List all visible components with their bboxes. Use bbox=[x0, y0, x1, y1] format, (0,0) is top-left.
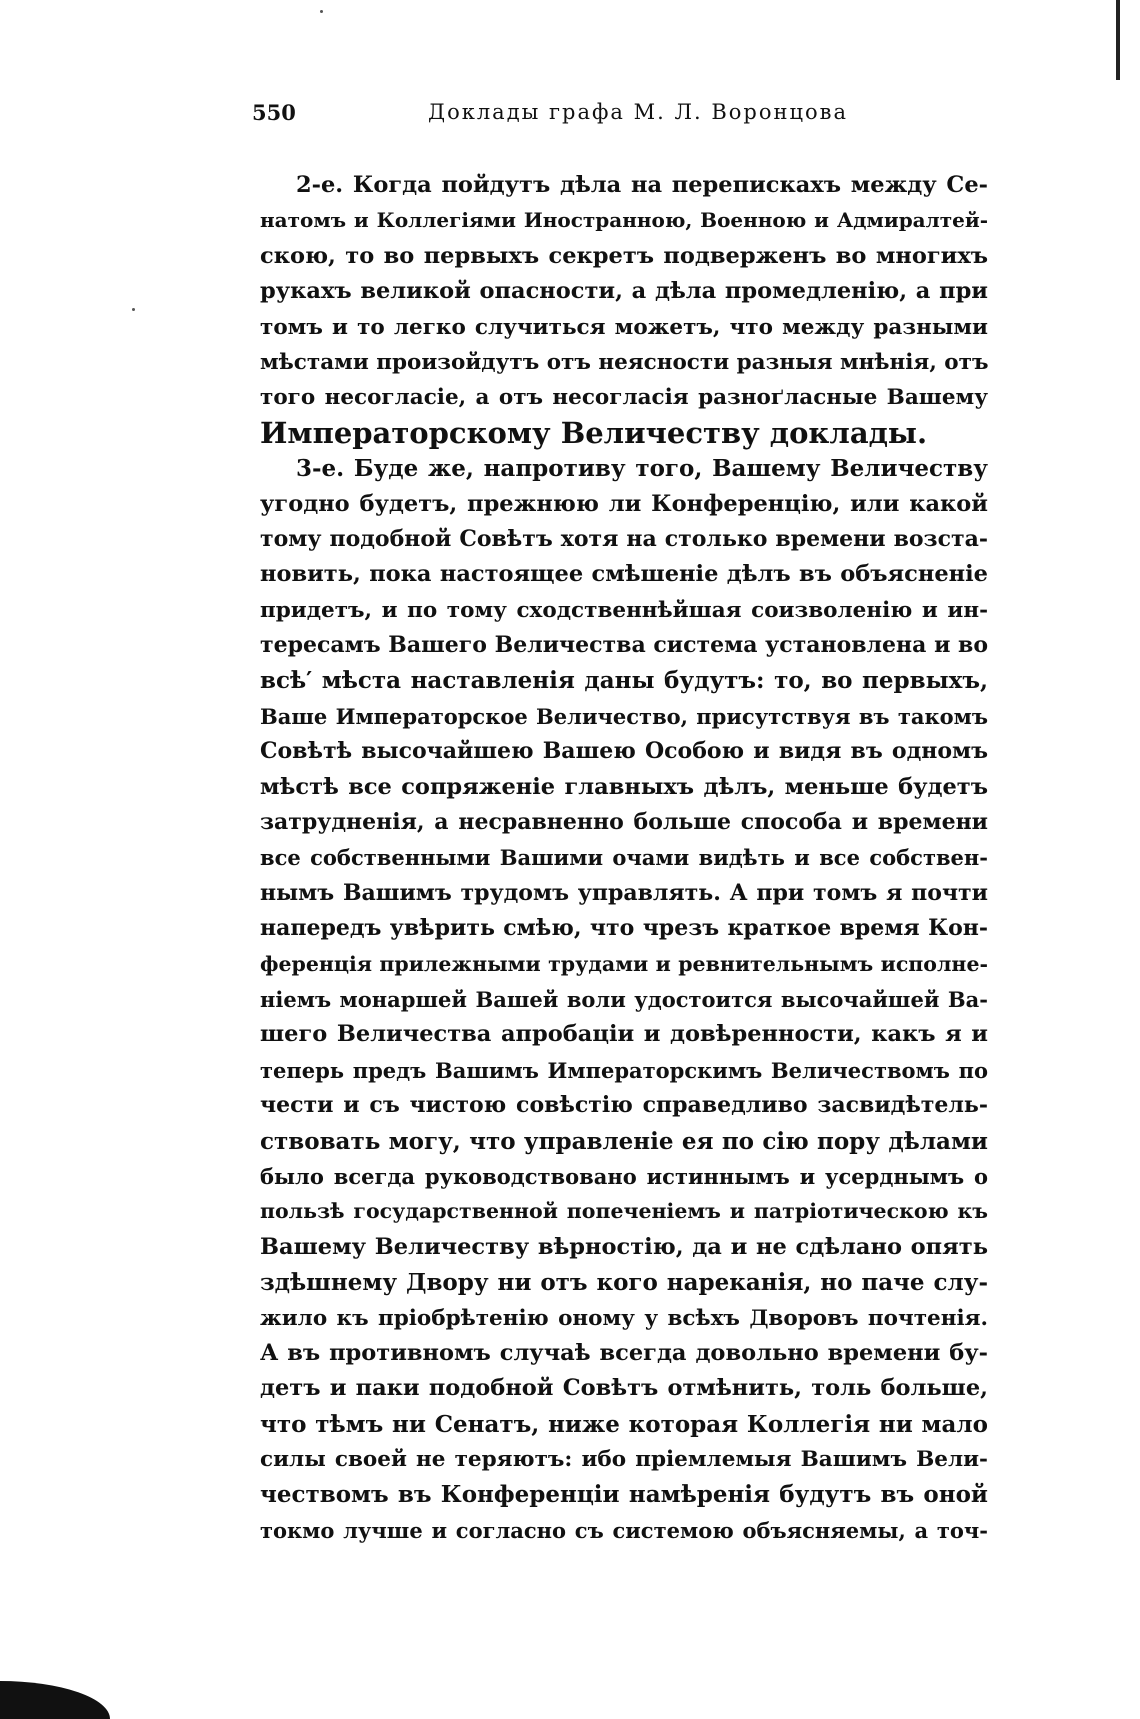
text-line: теперь предъ Вашимъ Императорскимъ Величествомъ по bbox=[260, 1057, 988, 1083]
text-line: шего Величества апробаціи и довѣренности, какъ я и bbox=[260, 1021, 988, 1048]
text-line: токмо лучше и согласно съ системою объясняемы, а точ- bbox=[260, 1517, 988, 1543]
text-line: скою, то во первыхъ секретъ подверженъ во многихъ bbox=[260, 242, 988, 269]
text-line: ствовать могу, что управленіе ея по сію пору дѣлами bbox=[260, 1127, 988, 1155]
text-line: тересамъ Вашего Величества система установлена и во bbox=[260, 632, 989, 659]
text-line: пользѣ государственной попеченіемъ и патріотическою къ bbox=[260, 1199, 988, 1224]
text-line: Вашему Величеству вѣрностію, да и не сдѣлано опять bbox=[260, 1233, 988, 1260]
text-line: того несогласіе, а отъ несогласія разноґласные Вашему bbox=[260, 385, 988, 411]
running-title: Доклады графа М. Л. Воронцова bbox=[428, 100, 848, 124]
text-line: новить, пока настоящее смѣшеніе дѣлъ въ объясненіе bbox=[260, 561, 988, 588]
text-line: мѣстами произойдутъ отъ неясности разныя мнѣнія, отъ bbox=[260, 349, 989, 375]
text-line: Совѣтѣ высочайшею Вашею Особою и видя въ одномъ bbox=[260, 738, 988, 765]
text-line: Императорскому Величеству доклады. bbox=[260, 415, 928, 450]
text-line: 3-е. Буде же, напротиву того, Вашему Величеству bbox=[296, 455, 988, 483]
text-line: придетъ, и по тому сходственнѣйшая соизволенію и ин- bbox=[260, 597, 988, 623]
text-line: что тѣмъ ни Сенатъ, ниже которая Коллегія ни мало bbox=[260, 1410, 988, 1438]
scan-speck bbox=[320, 10, 323, 13]
text-line: нымъ Вашимъ трудомъ управлять. А при томъ я почти bbox=[260, 879, 988, 906]
text-line: чествомъ въ Конференціи намѣренія будутъ въ оной bbox=[260, 1481, 988, 1509]
body-text bbox=[260, 168, 988, 1548]
text-line: жило къ пріобрѣтенію оному у всѣхъ Дворовъ почтенія. bbox=[260, 1305, 988, 1331]
text-line: ніемъ монаршей Вашей воли удостоится высочайшей Ва- bbox=[260, 986, 988, 1012]
text-line: все собственными Вашими очами видѣть и все собствен- bbox=[260, 845, 988, 871]
text-line: здѣшнему Двору ни отъ кого нареканія, но паче слу- bbox=[260, 1269, 988, 1297]
text-line: Ваше Императорское Величество, присутствуя въ такомъ bbox=[260, 703, 988, 729]
text-line: угодно будетъ, прежнюю ли Конференцію, или какой bbox=[260, 490, 988, 517]
scan-thumb-shadow bbox=[0, 1681, 110, 1719]
running-header bbox=[252, 100, 934, 130]
text-line: затрудненія, а несравненно больше способа и времени bbox=[260, 809, 988, 836]
text-line: было всегда руководствовано истиннымъ и усерднымъ о bbox=[260, 1163, 988, 1189]
page-number: 550 bbox=[252, 100, 296, 125]
scan-edge-mark bbox=[1116, 0, 1120, 80]
scan-speck bbox=[132, 308, 135, 311]
text-line: 2-е. Когда пойдутъ дѣла на перепискахъ между Се- bbox=[296, 172, 988, 198]
text-line: рукахъ великой опасности, а дѣла промедленію, а при bbox=[260, 278, 988, 305]
text-line: ференція прилежными трудами и ревнительнымъ исполне- bbox=[260, 951, 988, 976]
text-line: натомъ и Коллегіями Иностранною, Военною и Адмиралтей- bbox=[260, 208, 988, 233]
text-line: томъ и то легко случиться можетъ, что между разными bbox=[260, 314, 988, 340]
text-line: А въ противномъ случаѣ всегда довольно времени бу- bbox=[260, 1339, 988, 1366]
text-line: напередъ увѣрить смѣю, что чрезъ краткое время Кон- bbox=[260, 915, 988, 942]
text-line: чести и съ чистою совѣстію справедливо засвидѣтель- bbox=[260, 1092, 988, 1119]
text-line: детъ и паки подобной Совѣтъ отмѣнить, толь больше, bbox=[260, 1375, 988, 1402]
text-line: тому подобной Совѣтъ хотя на столько времени возста- bbox=[260, 525, 988, 552]
text-line: всѣ′ мѣста наставленія даны будутъ: то, во первыхъ, bbox=[260, 667, 988, 695]
text-line: мѣстѣ все сопряженіе главныхъ дѣлъ, меньше будетъ bbox=[260, 773, 988, 800]
text-line: силы своей не теряютъ: ибо пріемлемыя Вашимъ Вели- bbox=[260, 1447, 988, 1473]
